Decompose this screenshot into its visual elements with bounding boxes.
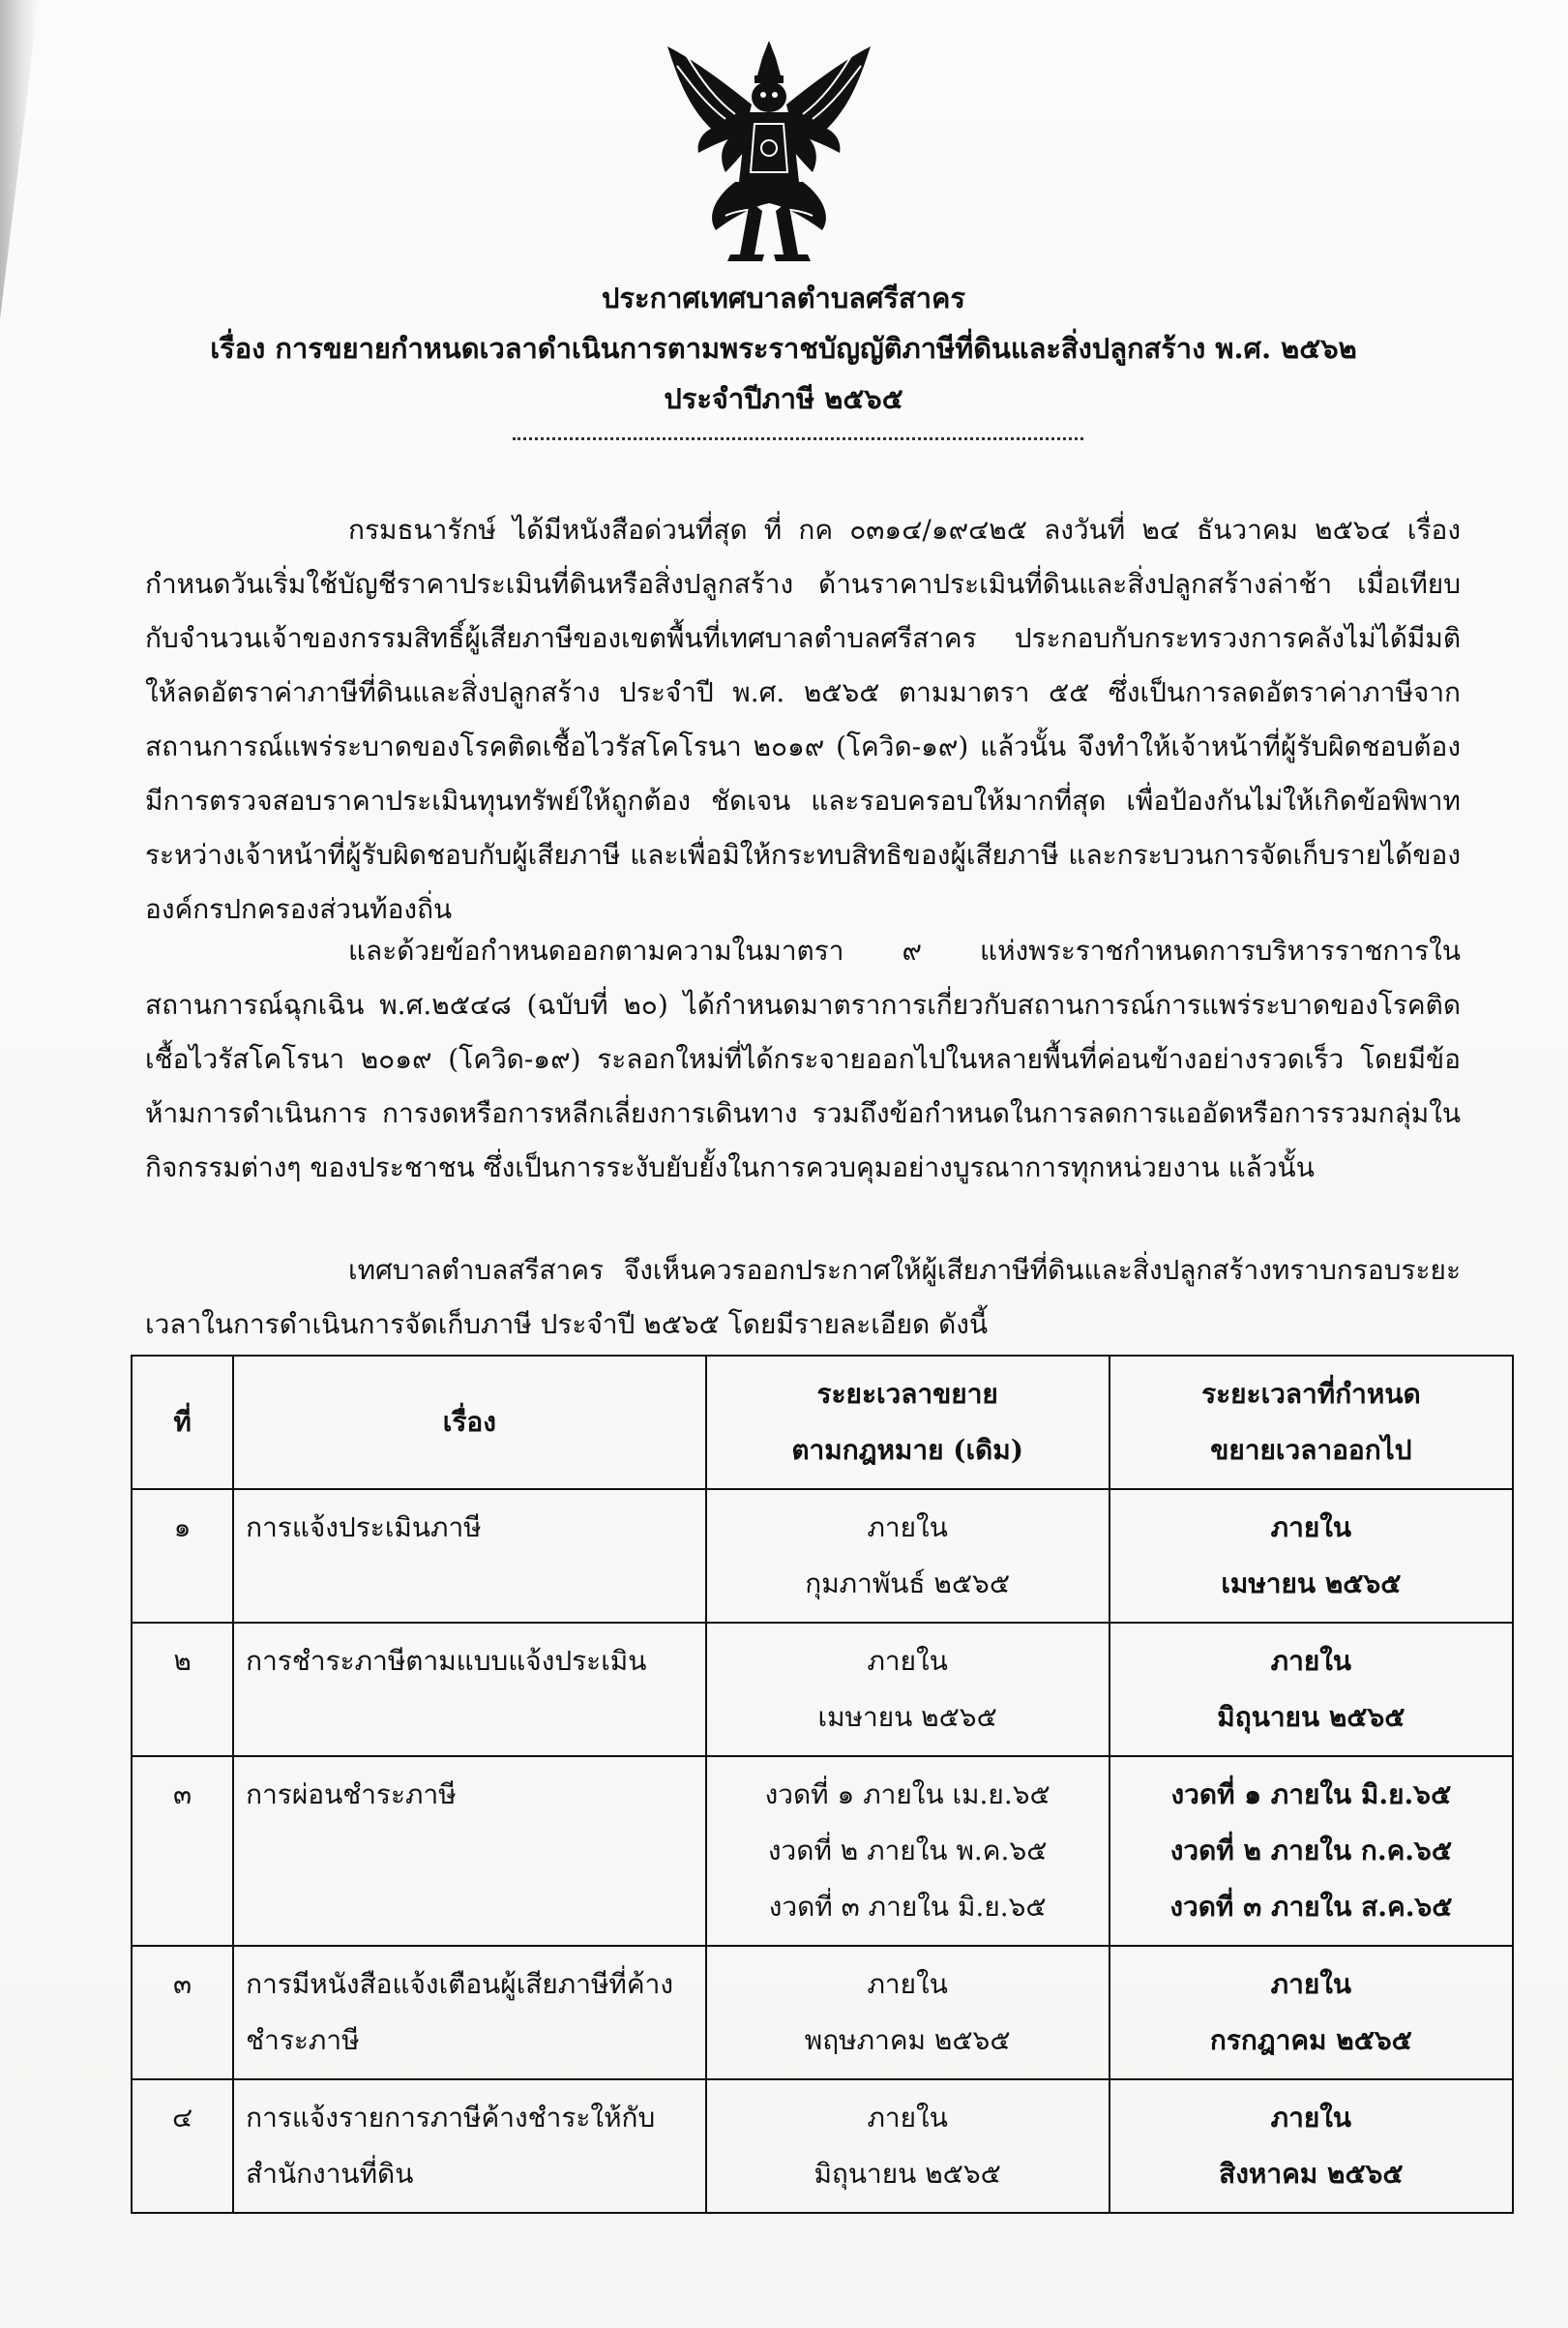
page-curl-shadow [0,0,39,319]
old-line: พฤษภาคม ๒๕๖๕ [804,2024,1011,2056]
header-old-period [706,1356,1109,1489]
row-new-period [1109,1623,1513,1756]
paragraph-1-text: กรมธนารักษ์ ได้มีหนังสือด่วนที่สุด ที่ กค ๐๓๑๔/๑๙๔๒๕ ลงวันที่ ๒๔ ธันวาคม ๒๕๖๔ เรื่องกำหนดวันเริ่มใช้บัญชีราคาประเมินที่ดินหรือสิ่งปลูกสร้าง ด้านราคาประเมินที่ดินและสิ่งปลูกสร้างล่าช้า เมื่อเทียบกับจำนวนเจ้าของกรรมสิทธิ์ผู้เสียภาษีของเขตพื้นที่เทศบาลตำบลศรีสาคร ประกอบกับกระทรวงการคลังไม่ได้มีมติให้ลดอัตราค่าภาษีที่ดินและสิ่งปลูกสร้าง ประจำปี พ.ศ. ๒๕๖๕ ตามมาตรา ๕๕ ซึ่งเป็นการลดอัตราค่าภาษีจากสถานการณ์แพร่ระบาดของโรคติดเชื้อไวรัสโคโรนา ๒๐๑๙ (โควิด-๑๙) แล้วนั้น จึงทำให้เจ้าหน้าที่ผู้รับผิดชอบต้องมีการตรวจสอบราคาประเมินทุนทรัพย์ให้ถูกต้อง ชัดเจน และรอบครอบให้มากที่สุด เพื่อป้องกันไม่ให้เกิดข้อพิพาทระหว่างเจ้าหน้าที่ผู้รับผิดชอบกับผู้เสียภาษี และเพื่อมิให้กระทบสิทธิของผู้เสียภาษี และกระบวนการจัดเก็บรายได้ขององค์กรปกครองส่วนท้องถิ่น [145,514,1461,925]
row-subject: การแจ้งรายการภาษีค้างชำระให้กับสำนักงานที่ดิน [233,2079,705,2213]
old-line: ภายใน [867,2102,948,2134]
row-new-period [1109,1946,1513,2079]
new-line: ภายใน [1270,2102,1352,2134]
new-line: สิงหาคม ๒๕๖๕ [1219,2158,1404,2190]
header-subject: เรื่อง [233,1356,705,1489]
old-line: ภายใน [867,1645,948,1677]
dotted-divider [513,437,1083,440]
table-row [132,1946,1513,2079]
paragraph-3 [145,1243,1461,1352]
row-subject: การชำระภาษีตามแบบแจ้งประเมิน [233,1623,705,1756]
row-old-period [706,1623,1109,1756]
new-line: ภายใน [1270,1968,1352,2000]
row-number: ๓ [132,1946,233,2079]
new-line: งวดที่ ๑ ภายใน มิ.ย.๖๕ [1170,1778,1452,1810]
old-line: งวดที่ ๒ ภายใน พ.ค.๖๕ [767,1835,1048,1866]
row-number: ๔ [132,2079,233,2213]
row-number: ๒ [132,1623,233,1756]
row-subject: การผ่อนชำระภาษี [233,1756,705,1946]
header-new-period [1109,1356,1513,1489]
old-line: งวดที่ ๓ ภายใน มิ.ย.๖๕ [768,1891,1047,1923]
row-new-period [1109,1489,1513,1623]
new-line: กรกฎาคม ๒๕๖๕ [1209,2024,1412,2056]
header-old-line2: ตามกฎหมาย (เดิม) [791,1434,1023,1466]
new-line: เมษายน ๒๕๖๕ [1221,1567,1402,1599]
schedule-table [131,1355,1514,2214]
row-number: ๑ [132,1489,233,1623]
header-new-line2: ขยายเวลาออกไป [1210,1434,1412,1466]
row-subject: การแจ้งประเมินภาษี [233,1489,705,1623]
old-line: ภายใน [867,1511,948,1543]
table-header-row [132,1356,1513,1489]
garuda-emblem-icon [658,37,880,269]
new-line: มิถุนายน ๒๕๖๕ [1217,1701,1405,1733]
table-row [132,1489,1513,1623]
old-line: มิถุนายน ๒๕๖๕ [814,2158,1001,2190]
row-subject: การมีหนังสือแจ้งเตือนผู้เสียภาษีที่ค้างชำระภาษี [233,1946,705,2079]
row-new-period [1109,2079,1513,2213]
table-row [132,2079,1513,2213]
row-number: ๓ [132,1756,233,1946]
header-old-line1: ระยะเวลาขยาย [816,1378,998,1410]
header-no: ที่ [132,1356,233,1489]
old-line: กุมภาพันธ์ ๒๕๖๕ [805,1567,1011,1599]
announcement-subject: เรื่อง การขยายกำหนดเวลาดำเนินการตามพระราชบัญญัติภาษีที่ดินและสิ่งปลูกสร้าง พ.ศ. ๒๕๖๒ [210,332,1357,365]
old-line: ภายใน [867,1968,948,2000]
new-line: ภายใน [1270,1511,1352,1543]
announcement-title: ประกาศเทศบาลตำบลศรีสาคร [602,282,965,314]
paragraph-3-text: เทศบาลตำบลสรีสาคร จึงเห็นควรออกประกาศให้ผู้เสียภาษีที่ดินและสิ่งปลูกสร้างทราบกรอบระยะเวลาในการดำเนินการจัดเก็บภาษี ประจำปี ๒๕๖๕ โดยมีรายละเอียด ดังนี้ [145,1254,1461,1340]
row-old-period [706,1946,1109,2079]
new-line: งวดที่ ๓ ภายใน ส.ค.๖๕ [1169,1891,1453,1923]
table-row [132,1623,1513,1756]
old-line: เมษายน ๒๕๖๕ [817,1701,997,1733]
paragraph-2-text: และด้วยข้อกำหนดออกตามความในมาตรา ๙ แห่งพระราชกำหนดการบริหารราชการในสถานการณ์ฉุกเฉิน พ.ศ.๒๕๔๘ (ฉบับที่ ๒๐) ได้กำหนดมาตราการเกี่ยวกับสถานการณ์การแพร่ระบาดของโรคติดเชื้อไวรัสโคโรนา ๒๐๑๙ (โควิด-๑๙) ระลอกใหม่ที่ได้กระจายออกไปในหลายพื้นที่ค่อนข้างอย่างรวดเร็ว โดยมีข้อห้ามการดำเนินการ การงดหรือการหลีกเลี่ยงการเดินทาง รวมถึงข้อกำหนดในการลดการแออัดหรือการรวมกลุ่มในกิจกรรมต่างๆ ของประชาชน ซึ่งเป็นการระงับยับยั้งในการควบคุมอย่างบูรณาการทุกหน่วยงาน แล้วนั้น [145,935,1461,1183]
announcement-tax-year: ประจำปีภาษี ๒๕๖๕ [664,382,903,415]
new-line: ภายใน [1270,1645,1352,1677]
header-new-line1: ระยะเวลาที่กำหนด [1201,1378,1421,1410]
row-old-period [706,2079,1109,2213]
table-row [132,1756,1513,1946]
new-line: งวดที่ ๒ ภายใน ก.ค.๖๕ [1169,1835,1453,1866]
row-old-period [706,1756,1109,1946]
row-new-period [1109,1756,1513,1946]
paragraph-2 [145,924,1461,1195]
old-line: งวดที่ ๑ ภายใน เม.ย.๖๕ [764,1778,1050,1810]
row-old-period [706,1489,1109,1623]
paragraph-1 [145,503,1461,937]
